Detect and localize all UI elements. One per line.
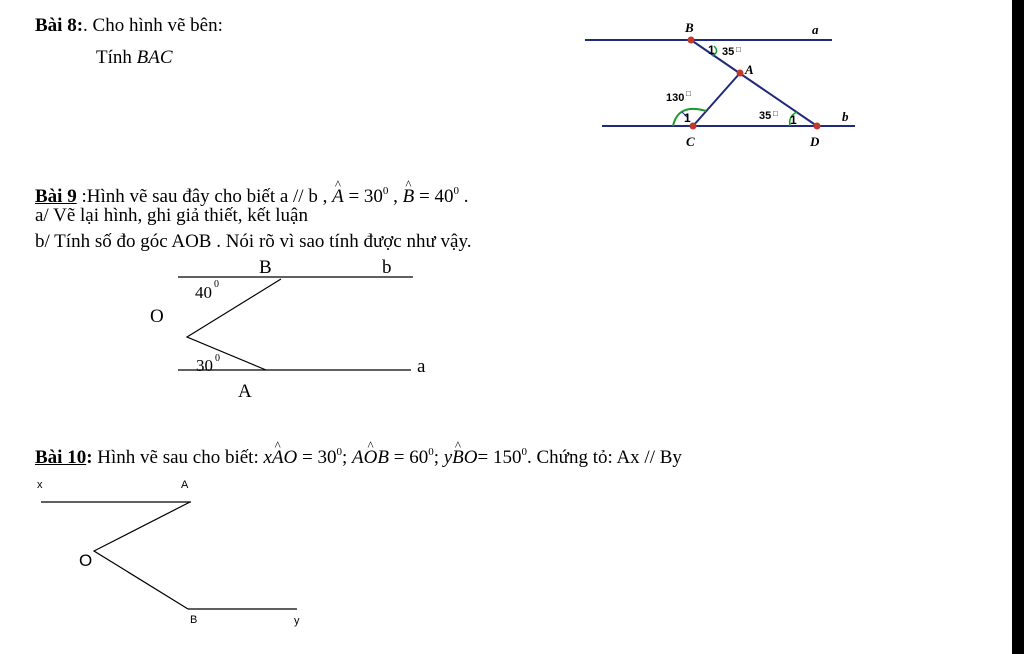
b10-end: . Chứng tỏ: Ax // By [526, 447, 682, 468]
b10-label-x: x [37, 479, 43, 491]
b9-label-o: O [150, 306, 164, 327]
b8-angle-1-b: 1 [708, 43, 715, 57]
b10-label-y: y [294, 615, 300, 627]
b8-angle-35-d: 35 [759, 110, 772, 122]
b10-label-o: O [79, 551, 93, 570]
b8-angle-1-d: 1 [790, 113, 797, 127]
b9-angle-a: ^ A [332, 186, 344, 208]
b10-colon: : [86, 447, 98, 468]
b9-eq2: = 40 [414, 186, 454, 207]
b8-angle-130: 130 [666, 92, 685, 104]
b9-deg2: 0 [453, 185, 459, 197]
b9-angle-30: 30 [196, 356, 213, 375]
b9-part-a: a/ Vẽ lại hình, ghi giả thiết, kết luận [35, 205, 308, 226]
b10-sep1: ; [342, 447, 353, 468]
b8-deg-d: □ [773, 109, 778, 118]
b10-m3-pre: y [443, 447, 453, 468]
b8-label-line-b: b [842, 109, 849, 124]
b8-intro: . Cho hình vẽ bên: [83, 15, 223, 36]
b8-label-line-a: a [812, 22, 819, 37]
b10-deg2: 0 [428, 446, 434, 458]
b9-angle-40: 40 [195, 283, 212, 302]
b10-deg3: 0 [521, 446, 527, 458]
b9-angle-b: ^ B [403, 186, 415, 208]
b10-title: Bài 10 [35, 447, 87, 468]
b8-title: Bài 8: [35, 15, 84, 36]
b10-m1-hat: ^ A [272, 447, 284, 469]
b9-deg1: 0 [382, 185, 389, 197]
b9-label-line-b: b [382, 257, 392, 278]
b10-m1-val: = 30 [297, 447, 337, 468]
b9-eq1: = 30 [343, 186, 383, 207]
b9-label-a: A [238, 381, 252, 402]
b8-deg-b: □ [736, 45, 741, 54]
b9-title: Bài 9 [35, 186, 77, 207]
b10-broken-line [94, 502, 190, 609]
b10-deg1: 0 [336, 446, 342, 458]
b8-angle-1-c: 1 [684, 111, 691, 125]
b10-sep2: ; [433, 447, 444, 468]
b8-label-b: B [685, 20, 694, 35]
b8-task-prefix: Tính [96, 47, 137, 68]
b8-label-c: C [686, 134, 695, 149]
b10-intro: Hình vẽ sau cho biết: [97, 447, 264, 468]
b10-label-a: A [181, 479, 189, 491]
b9-deg-30: 0 [215, 353, 220, 364]
b9-end: . [459, 186, 469, 207]
b9-deg-40: 0 [214, 279, 219, 290]
b8-label-d: D [810, 134, 820, 149]
b8-label-a: A [745, 62, 754, 77]
b10-m3-post: O [463, 447, 478, 468]
b9-label-line-a: a [417, 356, 426, 377]
b9-sep: , [388, 186, 403, 207]
b10-m3-val: = 150 [477, 447, 522, 468]
b9-part-b: b/ Tính số đo góc AOB . Nói rõ vì sao tính được như vậy. [35, 231, 472, 252]
b10-m2-pre: A [352, 447, 364, 468]
b8-task-angle: BAC [136, 47, 173, 68]
b10-m1-pre: x [263, 447, 272, 468]
b8-angle-35-b: 35 [722, 46, 735, 58]
b10-m2-val: = 60 [388, 447, 429, 468]
b9-intro: :Hình vẽ sau đây cho biết a // b , [76, 186, 333, 207]
b10-m3-hat: ^ B [452, 447, 464, 469]
b8-deg-130: □ [686, 89, 691, 98]
page-edge [1012, 0, 1024, 654]
b10-m1-post: O [283, 447, 298, 468]
b10-m2-post: B [377, 447, 389, 468]
b9-label-b: B [259, 257, 272, 278]
b10-label-b: B [190, 614, 198, 626]
b10-m2-hat: ^ O [364, 447, 378, 469]
